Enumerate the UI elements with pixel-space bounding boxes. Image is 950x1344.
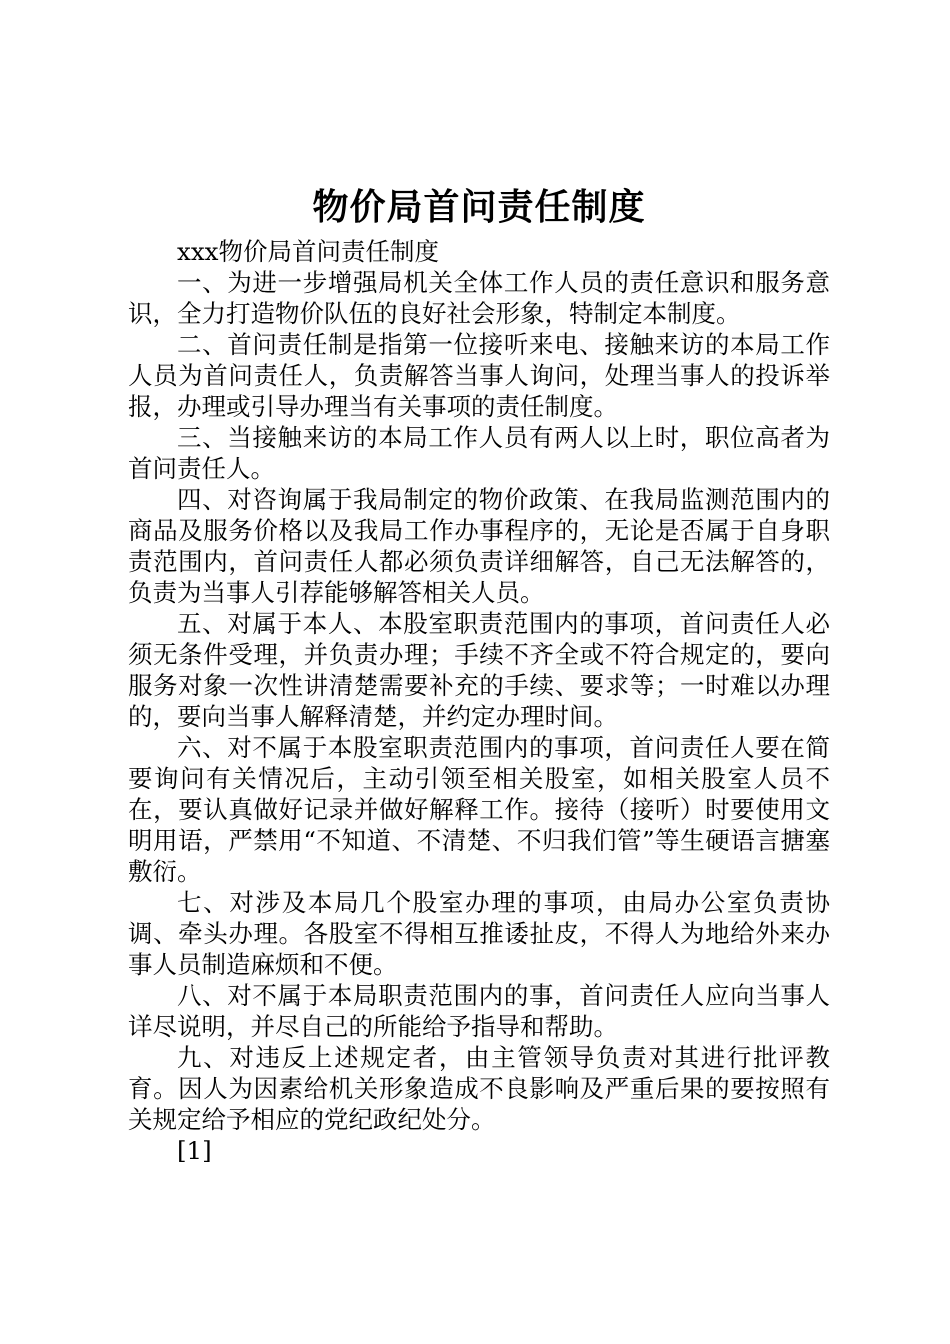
paragraph-3: 三、当接触来访的本局工作人员有两人以上时，职位高者为首问责任人。 — [128, 423, 830, 483]
footnote-marker: [1] — [177, 1136, 212, 1165]
paragraph-1: 一、为进一步增强局机关全体工作人员的责任意识和服务意识，全力打造物价队伍的良好社会形象，特制定本制度。 — [128, 268, 830, 328]
paragraph-6: 六、对不属于本股室职责范围内的事项，首问责任人要在简要询问有关情况后，主动引领至相关股室，如相关股室人员不在，要认真做好记录并做好解释工作。接待（接听）时要使用文明用语，严禁用“不知道、不清楚、不归我们管”等生硬语言搪塞敷衍。 — [128, 733, 830, 886]
paragraph-9: 九、对违反上述规定者，由主管领导负责对其进行批评教育。因人为因素给机关形象造成不良影响及严重后果的要按照有关规定给予相应的党纪政纪处分。 — [128, 1043, 830, 1134]
subtitle-paragraph: xxx物价局首问责任制度 — [177, 237, 439, 266]
paragraph-2: 二、首问责任制是指第一位接听来电、接触来访的本局工作人员为首问责任人，负责解答当事人询问，处理当事人的投诉举报，办理或引导办理当有关事项的责任制度。 — [128, 330, 830, 421]
document-title: 物价局首问责任制度 — [312, 187, 646, 228]
paragraph-4: 四、对咨询属于我局制定的物价政策、在我局监测范围内的商品及服务价格以及我局工作办事程序的，无论是否属于自身职责范围内，首问责任人都必须负责详细解答，自己无法解答的，负责为当事人引荐能够解答相关人员。 — [128, 485, 830, 607]
document-page — [128, 182, 830, 1166]
paragraph-5: 五、对属于本人、本股室职责范围内的事项，首问责任人必须无条件受理，并负责办理；手续不齐全或不符合规定的，要向服务对象一次性讲清楚需要补充的手续、要求等；一时难以办理的，要向当事人解释清楚，并约定办理时间。 — [128, 609, 830, 731]
paragraph-8: 八、对不属于本局职责范围内的事，首问责任人应向当事人详尽说明，并尽自己的所能给予指导和帮助。 — [128, 981, 830, 1041]
paragraph-7: 七、对涉及本局几个股室办理的事项，由局办公室负责协调、牵头办理。各股室不得相互推诿扯皮，不得人为地给外来办事人员制造麻烦和不便。 — [128, 888, 830, 979]
